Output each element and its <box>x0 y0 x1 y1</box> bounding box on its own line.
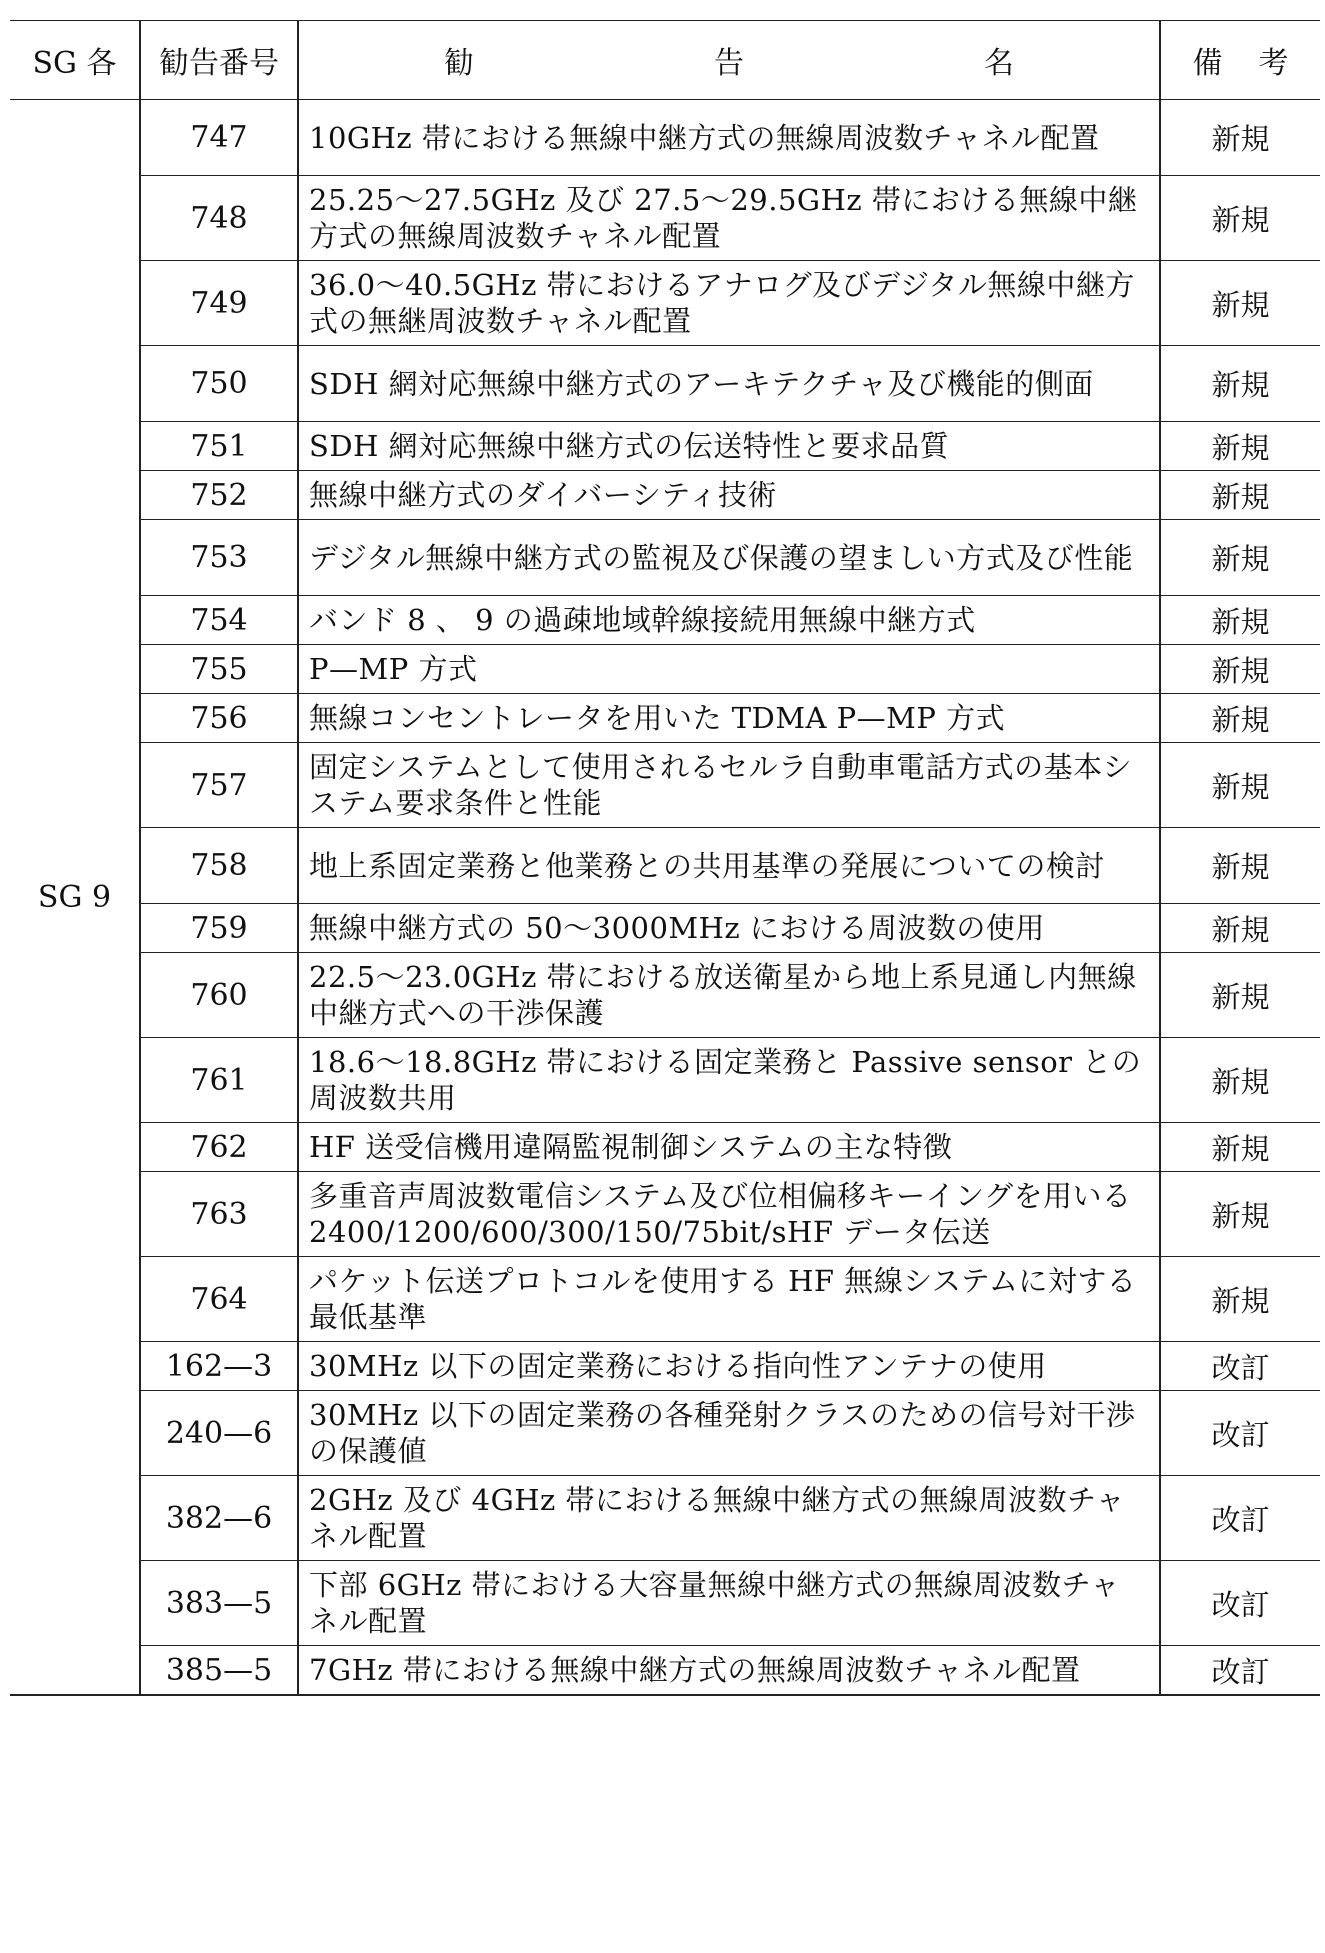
recommendation-note: 新規 <box>1160 520 1320 596</box>
recommendation-number: 761 <box>140 1038 298 1123</box>
table-row <box>10 261 1320 346</box>
header-note-char: 考 <box>1258 46 1289 81</box>
table-row <box>10 1391 1320 1476</box>
recommendations-table <box>10 20 1320 1696</box>
recommendation-note: 改訂 <box>1160 1561 1320 1646</box>
recommendation-number: 240—6 <box>140 1391 298 1476</box>
header-note-char: 備 <box>1192 46 1223 81</box>
recommendation-number: 752 <box>140 471 298 520</box>
table-row <box>10 176 1320 261</box>
recommendation-number: 751 <box>140 422 298 471</box>
recommendation-number: 385—5 <box>140 1646 298 1696</box>
recommendation-title: バンド 8 、 9 の過疎地域幹線接続用無線中継方式 <box>298 596 1160 645</box>
recommendation-title: 22.5～23.0GHz 帯における放送衛星から地上系見通し内無線中継方式への干渉保護 <box>298 953 1160 1038</box>
recommendation-number: 758 <box>140 828 298 904</box>
recommendation-note: 新規 <box>1160 828 1320 904</box>
header-note <box>1160 21 1320 100</box>
header-name <box>298 21 1160 100</box>
recommendation-title: 多重音声周波数電信システム及び位相偏移キーイングを用いる 2400/1200/600/300/150/75bit/sHF データ伝送 <box>298 1172 1160 1257</box>
recommendation-title: 25.25～27.5GHz 及び 27.5～29.5GHz 帯における無線中継方式の無線周波数チャネル配置 <box>298 176 1160 261</box>
table-row <box>10 645 1320 694</box>
recommendation-number: 753 <box>140 520 298 596</box>
recommendation-note: 新規 <box>1160 176 1320 261</box>
recommendation-note: 新規 <box>1160 422 1320 471</box>
header-name-char: 勧 <box>444 46 474 81</box>
table-row <box>10 743 1320 828</box>
recommendation-note: 新規 <box>1160 694 1320 743</box>
header-number: 勧告番号 <box>140 21 298 100</box>
recommendation-title: SDH 網対応無線中継方式の伝送特性と要求品質 <box>298 422 1160 471</box>
table-row <box>10 346 1320 422</box>
recommendation-title: 無線コンセントレータを用いた TDMA P—MP 方式 <box>298 694 1160 743</box>
table-row <box>10 953 1320 1038</box>
recommendation-title: 下部 6GHz 帯における大容量無線中継方式の無線周波数チャネル配置 <box>298 1561 1160 1646</box>
recommendation-number: 754 <box>140 596 298 645</box>
recommendation-number: 747 <box>140 100 298 176</box>
table-row <box>10 904 1320 953</box>
table-row <box>10 1476 1320 1561</box>
recommendation-title: 固定システムとして使用されるセルラ自動車電話方式の基本システム要求条件と性能 <box>298 743 1160 828</box>
table-row <box>10 1646 1320 1696</box>
recommendation-note: 改訂 <box>1160 1646 1320 1696</box>
table-row <box>10 694 1320 743</box>
recommendation-title: 36.0～40.5GHz 帯におけるアナログ及びデジタル無線中継方式の無継周波数チャネル配置 <box>298 261 1160 346</box>
recommendation-number: 756 <box>140 694 298 743</box>
recommendation-number: 755 <box>140 645 298 694</box>
recommendation-title: 7GHz 帯における無線中継方式の無線周波数チャネル配置 <box>298 1646 1160 1696</box>
recommendation-note: 新規 <box>1160 743 1320 828</box>
recommendation-note: 新規 <box>1160 645 1320 694</box>
recommendation-number: 748 <box>140 176 298 261</box>
table-row <box>10 1257 1320 1342</box>
recommendation-note: 改訂 <box>1160 1391 1320 1476</box>
table-row <box>10 100 1320 176</box>
header-name-char: 名 <box>984 46 1014 81</box>
header-sg: SG 各 <box>10 21 140 100</box>
recommendation-number: 750 <box>140 346 298 422</box>
recommendation-title: 10GHz 帯における無線中継方式の無線周波数チャネル配置 <box>298 100 1160 176</box>
recommendation-number: 760 <box>140 953 298 1038</box>
recommendation-note: 新規 <box>1160 1038 1320 1123</box>
recommendation-note: 新規 <box>1160 904 1320 953</box>
recommendation-number: 383—5 <box>140 1561 298 1646</box>
recommendation-note: 新規 <box>1160 1172 1320 1257</box>
table-row <box>10 471 1320 520</box>
table-body <box>10 100 1320 1696</box>
table-row <box>10 596 1320 645</box>
table-row <box>10 1342 1320 1391</box>
recommendation-title: 30MHz 以下の固定業務の各種発射クラスのための信号対干渉の保護値 <box>298 1391 1160 1476</box>
recommendation-note: 新規 <box>1160 1257 1320 1342</box>
recommendation-title: 2GHz 及び 4GHz 帯における無線中継方式の無線周波数チャネル配置 <box>298 1476 1160 1561</box>
header-row <box>10 21 1320 100</box>
recommendation-title: デジタル無線中継方式の監視及び保護の望ましい方式及び性能 <box>298 520 1160 596</box>
recommendation-note: 改訂 <box>1160 1342 1320 1391</box>
recommendation-title: 無線中継方式の 50～3000MHz における周波数の使用 <box>298 904 1160 953</box>
recommendation-title: 無線中継方式のダイバーシティ技術 <box>298 471 1160 520</box>
sg-group-cell: SG 9 <box>10 100 140 1696</box>
recommendation-note: 新規 <box>1160 346 1320 422</box>
table-row <box>10 520 1320 596</box>
table-row <box>10 1172 1320 1257</box>
recommendation-note: 新規 <box>1160 100 1320 176</box>
recommendation-title: 30MHz 以下の固定業務における指向性アンテナの使用 <box>298 1342 1160 1391</box>
recommendation-title: 地上系固定業務と他業務との共用基準の発展についての検討 <box>298 828 1160 904</box>
table-row <box>10 828 1320 904</box>
recommendation-number: 762 <box>140 1123 298 1172</box>
recommendation-title: HF 送受信機用違隔監視制御システムの主な特徴 <box>298 1123 1160 1172</box>
recommendation-title: 18.6～18.8GHz 帯における固定業務と Passive sensor との周波数共用 <box>298 1038 1160 1123</box>
recommendation-note: 改訂 <box>1160 1476 1320 1561</box>
recommendation-number: 749 <box>140 261 298 346</box>
table-row <box>10 1123 1320 1172</box>
recommendation-number: 757 <box>140 743 298 828</box>
recommendation-title: P—MP 方式 <box>298 645 1160 694</box>
recommendation-title: パケット伝送プロトコルを使用する HF 無線システムに対する最低基準 <box>298 1257 1160 1342</box>
recommendation-note: 新規 <box>1160 261 1320 346</box>
recommendation-number: 759 <box>140 904 298 953</box>
table-row <box>10 1038 1320 1123</box>
recommendation-note: 新規 <box>1160 1123 1320 1172</box>
recommendation-number: 763 <box>140 1172 298 1257</box>
recommendation-note: 新規 <box>1160 471 1320 520</box>
table-row <box>10 422 1320 471</box>
recommendation-note: 新規 <box>1160 596 1320 645</box>
header-name-char: 告 <box>714 46 744 81</box>
recommendation-note: 新規 <box>1160 953 1320 1038</box>
table-row <box>10 1561 1320 1646</box>
recommendation-number: 764 <box>140 1257 298 1342</box>
recommendation-number: 162—3 <box>140 1342 298 1391</box>
recommendation-title: SDH 網対応無線中継方式のアーキテクチャ及び機能的側面 <box>298 346 1160 422</box>
recommendation-number: 382—6 <box>140 1476 298 1561</box>
